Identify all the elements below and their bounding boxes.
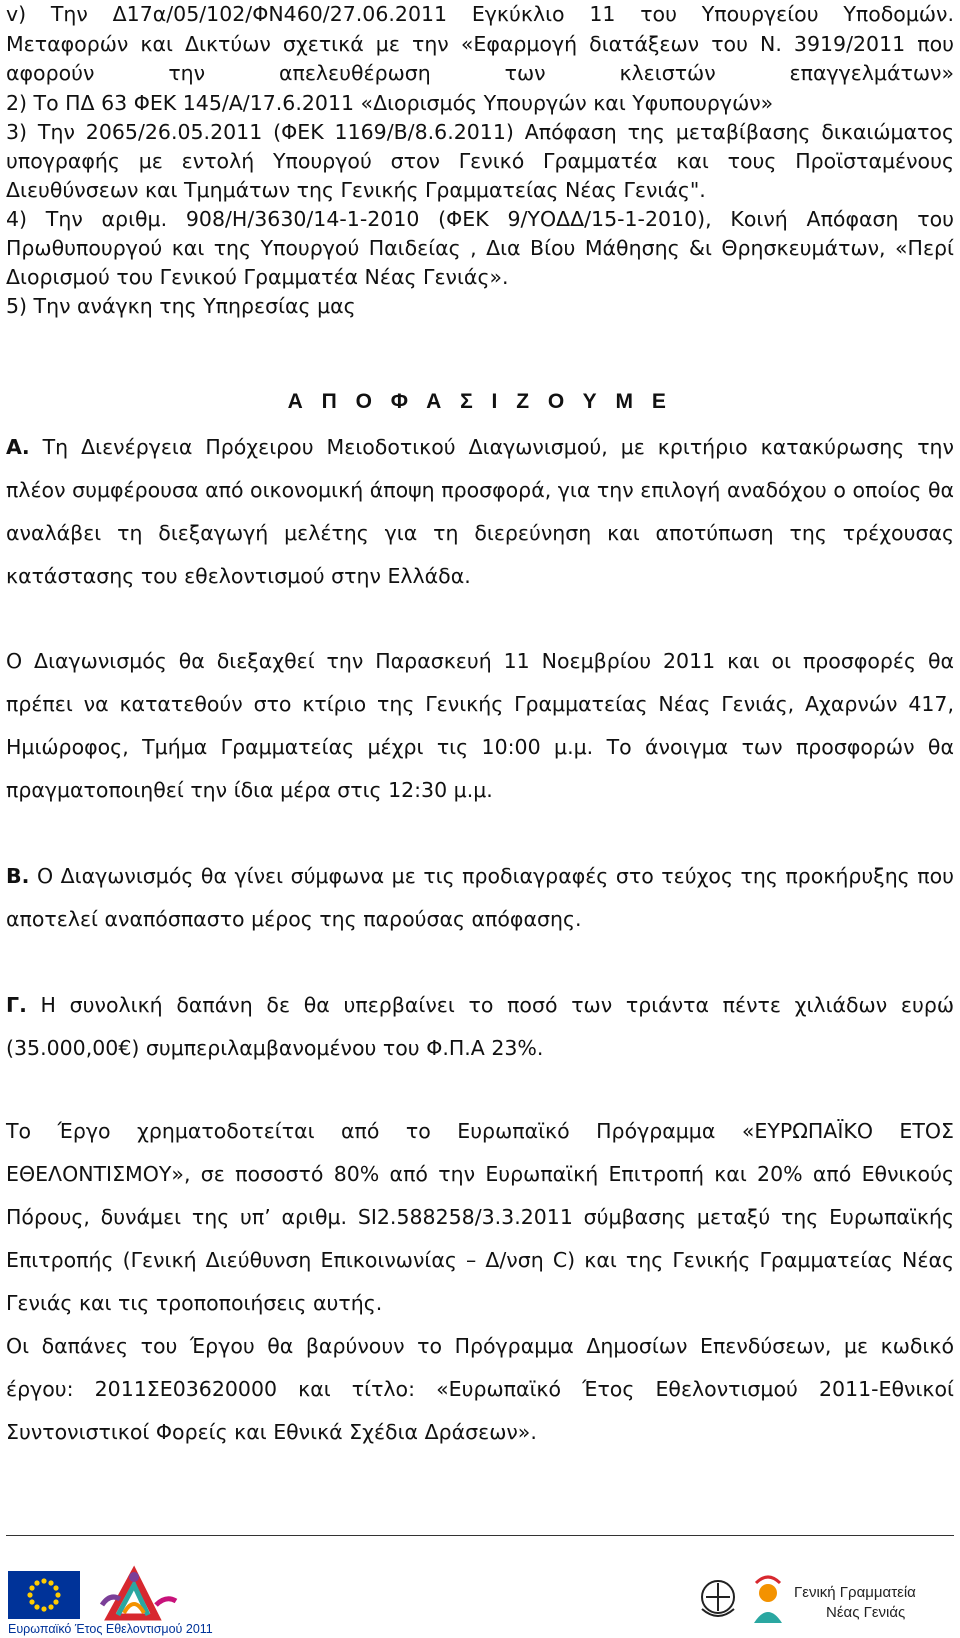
funding-block [6, 1110, 954, 1325]
considerations-list [6, 0, 954, 321]
competition-paragraph: Ο Διαγωνισμός θα διεξαχθεί την Παρασκευή 11 Νοεμβρίου 2011 και οι προσφορές θα πρέπει να κατατεθούν στο κτίριο της Γενικής Γραμματείας Νέας Γενιάς, Αχαρνών 417, Ημιώροφος, Τμήμα Γραμματείας μέχρι τις 10:00 μ.μ. Το άνοιγμα των προσφορών θα πραγματοποιηθεί την ίδια μέρα στις 12:30 μ.μ. [6, 649, 954, 802]
gg-logo-line2: Νέας Γενιάς [826, 1604, 906, 1621]
european-year-volunteering-logo [6, 1565, 236, 1637]
eu-flag-icon [8, 1571, 80, 1619]
expenses-paragraph: Οι δαπάνες του Έργου θα βαρύνουν το Πρόγραμμα Δημοσίων Επενδύσεων, με κωδικό έργου: 2011ΣΕ03620000 και τίτλο: «Ευρωπαϊκό Έτος Εθελοντισμού 2011-Εθνικοί Συντονιστικοί Φορείς και Εθνικά Σχέδια Δράσεων». [6, 1334, 954, 1444]
consideration-item: 4) Την αριθμ. 908/Η/3630/14-1-2010 (ΦΕΚ 9/ΥΟΔΔ/15-1-2010), Κοινή Απόφαση του Πρωθυπουργού και της Υπουργού Παιδείας , Δια Βίου Μάθησης &ι Θρησκευμάτων, «Περί Διορισμού του Γενικού Γραμματέα Νέας Γενιάς». [6, 207, 954, 289]
eu-logo-caption: Ευρωπαϊκό Έτος Εθελοντισμού 2011 [8, 1622, 213, 1636]
section-c-paragraph [6, 984, 954, 1070]
consideration-item: 2) Το ΠΔ 63 ΦΕΚ 145/Α/17.6.2011 «Διορισμός Υπουργών και Υφυπουργών» [6, 91, 774, 115]
general-secretariat-youth-logo [696, 1567, 954, 1637]
volunteering-emblem-icon [102, 1572, 176, 1617]
section-b [6, 855, 954, 941]
section-b-paragraph [6, 855, 954, 941]
consideration-item: 5) Την ανάγκη της Υπηρεσίας μας [6, 294, 356, 318]
youth-emblem-icon [754, 1577, 782, 1623]
footer-divider [6, 1535, 954, 1536]
section-b-letter: Β. [6, 864, 30, 888]
section-a-letter: Α. [6, 435, 30, 459]
consideration-item: 3) Την 2065/26.05.2011 (ΦΕΚ 1169/Β/8.6.2011) Απόφαση της μεταβίβασης δικαιώματος υπογραφής με εντολή Υπουργού στον Γενικό Γραμματέα και τους Προϊσταμένους Διευθύνσεων και Τμημάτων της Γενικής Γραμματείας Νέας Γενιάς". [6, 120, 954, 202]
section-b-text: Ο Διαγωνισμός θα γίνει σύμφωνα με τις προδιαγραφές στο τεύχος της προκήρυξης που αποτελεί αναπόσπαστο μέρος της παρούσας απόφασης. [6, 864, 954, 931]
gg-logo-line1: Γενική Γραμματεία [794, 1584, 916, 1601]
greek-emblem-icon [702, 1581, 734, 1616]
competition-block [6, 640, 954, 812]
section-a-text: Τη Διενέργεια Πρόχειρου Μειοδοτικού Διαγωνισμού, με κριτήριο κατακύρωσης την πλέον συμφέρουσα από οικονομική άποψη προσφορά, για την επιλογή αναδόχου ο οποίος θα αναλάβει τη διεξαγωγή μελέτης για τη διερεύνηση και αποτύπωση της τρέχουσας κατάστασης του εθελοντισμού στην Ελλάδα. [6, 435, 954, 588]
section-c [6, 984, 954, 1070]
section-a [6, 426, 954, 598]
funding-paragraph: Το Έργο χρηματοδοτείται από το Ευρωπαϊκό Πρόγραμμα «ΕΥΡΩΠΑΪΚΟ ΕΤΟΣ ΕΘΕΛΟΝΤΙΣΜΟΥ», σε ποσοστό 80% από την Ευρωπαϊκή Επιτροπή και 20% από Εθνικούς Πόρους, δυνάμει της υπ’ αριθμ. SI2.588258/3.3.2011 σύμβασης μεταξύ της Ευρωπαϊκής Επιτροπής (Γενική Διεύθυνση Επικοινωνίας – Δ/νση C) και της Γενικής Γραμματείας Νέας Γενιάς και τις τροποποιήσεις αυτής. [6, 1119, 954, 1315]
consideration-item: v) Την Δ17α/05/102/ΦΝ460/27.06.2011 Εγκύκλιο 11 του Υπουργείου Υποδομών. Μεταφορών και Δικτύων σχετικά με την «Εφαρμογή διατάξεων του Ν. 3919/2011 που αφορούν την απελευθέρωση των κλειστών επαγγελμάτων» [6, 2, 954, 85]
decision-heading: Α Π Ο Φ Α Σ Ι Ζ Ο Υ Μ Ε [287, 390, 673, 413]
section-c-letter: Γ. [6, 993, 27, 1017]
section-c-text: Η συνολική δαπάνη δε θα υπερβαίνει το ποσό των τριάντα πέντε χιλιάδων ευρώ (35.000,00€) συμπεριλαμβανομένου του Φ.Π.Α 23%. [6, 993, 954, 1060]
section-a-paragraph [6, 426, 954, 598]
expenses-block [6, 1325, 954, 1454]
